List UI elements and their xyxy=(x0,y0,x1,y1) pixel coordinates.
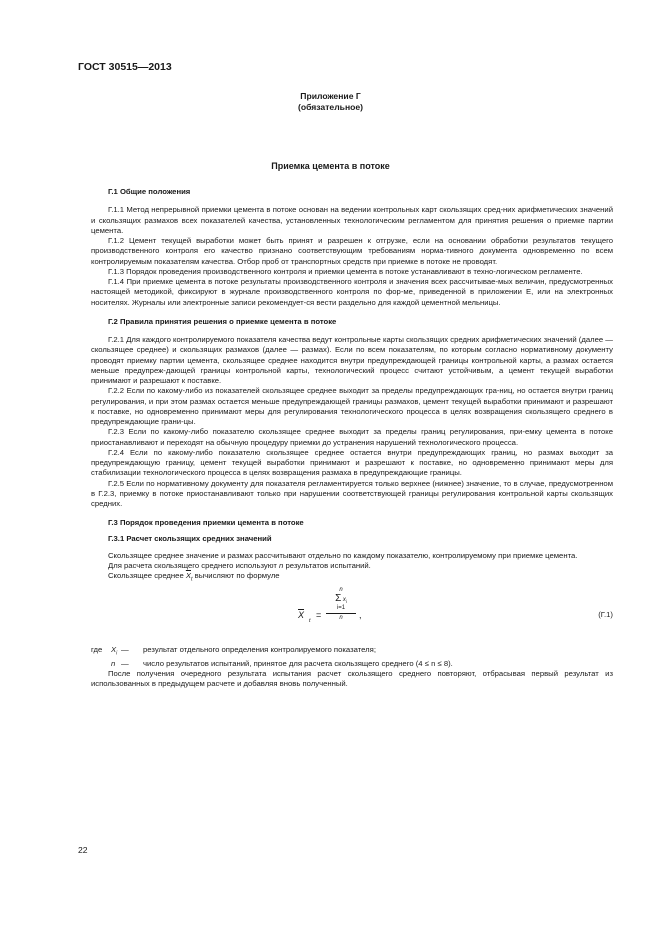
section-g2-heading: Г.2 Правила принятия решения о приемке цемента в потоке xyxy=(108,316,337,326)
paragraph-g1-4: Г.1.4 При приемке цемента в потоке результаты производственного контроля и значения всех рассчитывае-мых величин, предусмотренных настоящей методикой, фиксируют в журнале производственного контроля по фор-ме, приведенной в приложении Е, или на электронных носителях. Журналы или электронные записи рекомендует-ся вести раздельно для каждой цементной мельницы. xyxy=(91,277,613,307)
paragraph-g3-4: После получения очередного результата испытания расчет скользящего среднего повторяют, отбрасывая первый результат из использованных в предыдущем расчете и добавляя вновь полученный. xyxy=(91,669,613,689)
sum-sign: Σ xyxy=(335,593,342,605)
paragraph-g2-3: Г.2.3 Если по какому-либо показателю скользящее среднее выходит за пределы границ регулирования, при-емку цемента в потоке приостанавливают и переходят на обычную процедуру приемки до устранения нарушений технологического процесса. xyxy=(91,427,613,447)
paragraph-g2-4: Г.2.4 Если по какому-либо показателю скользящее среднее остается внутри предупреждающих границ, но размах выходит за предупреждающую границу, цемент текущей выработки принимают и разрешают к поставке, но одновременно принимают меры для стабилизации технологического процесса в целях возвращения размаха в предупреждающие границы. xyxy=(91,447,613,478)
formula-lhs: $\overline{X}$ xyxy=(298,610,305,621)
document-body xyxy=(91,187,613,690)
sum-term: x xyxy=(342,597,346,604)
where-line-2: n — число результатов испытаний, принятое для расчета скользящего среднего (4 ≤ n ≤ 8). xyxy=(111,658,453,668)
appendix-title: Приложение Г xyxy=(300,91,361,101)
page-number: 22 xyxy=(78,845,88,855)
section-g1-heading: Г.1 Общие положения xyxy=(108,187,191,196)
formula-equals: = xyxy=(316,610,322,621)
formula-fraction xyxy=(326,587,356,622)
subsection-g3-1-heading: Г.3.1 Расчет скользящих средних значений xyxy=(108,533,272,543)
sum-upper-limit: n xyxy=(339,587,343,594)
paragraph-g3-2: Для расчета скользящего среднего используют n результатов испытаний. xyxy=(108,561,371,570)
fraction-bar xyxy=(326,613,356,614)
formula-g1 xyxy=(91,587,613,639)
paragraph-g1-2: Г.1.2 Цемент текущей выработки может быть принят и разрешен к отгрузке, если на основании обработки результатов текущего производственного контроля его качество признано соответствующим требованиям норма-тивного документа одновременно по всем контролируемым показателям качества. Отбор проб от транспортных средств при приемке в потоке не проводят. xyxy=(91,236,613,266)
formula-comma: , xyxy=(359,610,362,621)
formula-lhs-subscript: t xyxy=(309,618,311,625)
paragraph-g3-1: Скользящее среднее значение и размах рассчитывают отдельно по каждому показателю, контролируемому при приемке цемента. xyxy=(108,550,578,560)
document-standard-id: ГОСТ 30515—2013 xyxy=(78,61,172,73)
sum-term-row xyxy=(326,594,356,605)
paragraph-g2-1: Г.2.1 Для каждого контролируемого показателя качества ведут контрольные карты скользящих средних арифметических значений (далее — скользящее среднее) и скользящих размахов (далее — размах). Если по всем показателям, по которым согласно нормативному документу проводят приемку партии цемента, скользящее среднее находится внутри предупреждающей границы контрольной карты, а размах остается меньше предупреж-дающей границы контрольной карты, технологический процесс считают устойчивым, а цемент текущей выработки принимают и разрешают к поставке. xyxy=(91,335,613,385)
paragraph-g3-3: Скользящее среднее $\overline{X}_t$ вычисляют по формуле xyxy=(108,571,280,583)
paragraph-g2-5: Г.2.5 Если по нормативному документу для показателя регламентируется только верхнее (нижнее) значение, то в случае, предусмотренном в Г.2.3, приемку в потоке приостанавливают только при нарушении соответствующей границы регулирования контрольной карты скользящих средних. xyxy=(91,478,613,508)
appendix-status: (обязательное) xyxy=(297,102,364,112)
sum-term-subscript: i xyxy=(345,599,347,605)
where-line-1: где $X_i$ — результат отдельного определения контролируемого показателя; xyxy=(91,645,376,657)
formula-denominator: n xyxy=(339,615,343,622)
paragraph-g2-2: Г.2.2 Если по какому-либо из показателей скользящее среднее выходит за пределы предупреждающих гра-ниц, но остается внутри границ регулирования, и при этом размах остается меньше предупреждающей границы размахов, цемент текущей выработки принимают и разрешают к поставке, но одновременно принимают меры для регулирования технологического процесса в целях возвращения скользящего среднего в предупреждающие грани-цы. xyxy=(91,386,613,426)
paragraph-g1-1: Г.1.1 Метод непрерывной приемки цемента в потоке основан на ведении контрольных карт скользящих сред-них арифметических значений и скользящих размахов всех показателей качества, установленных технологическим регламентом для принятия решения о приемке партии цемента. xyxy=(91,205,613,235)
formula-number: (Г.1) xyxy=(598,610,613,620)
section-g3-heading: Г.3 Порядок проведения приемки цемента в потоке xyxy=(108,518,304,528)
sum-lower-limit: i=1 xyxy=(336,605,346,612)
paragraph-g1-3: Г.1.3 Порядок проведения производственного контроля и приемки цемента в потоке устанавливают в техно-логическом регламенте. xyxy=(108,266,583,276)
page-title: Приемка цемента в потоке xyxy=(271,161,390,171)
